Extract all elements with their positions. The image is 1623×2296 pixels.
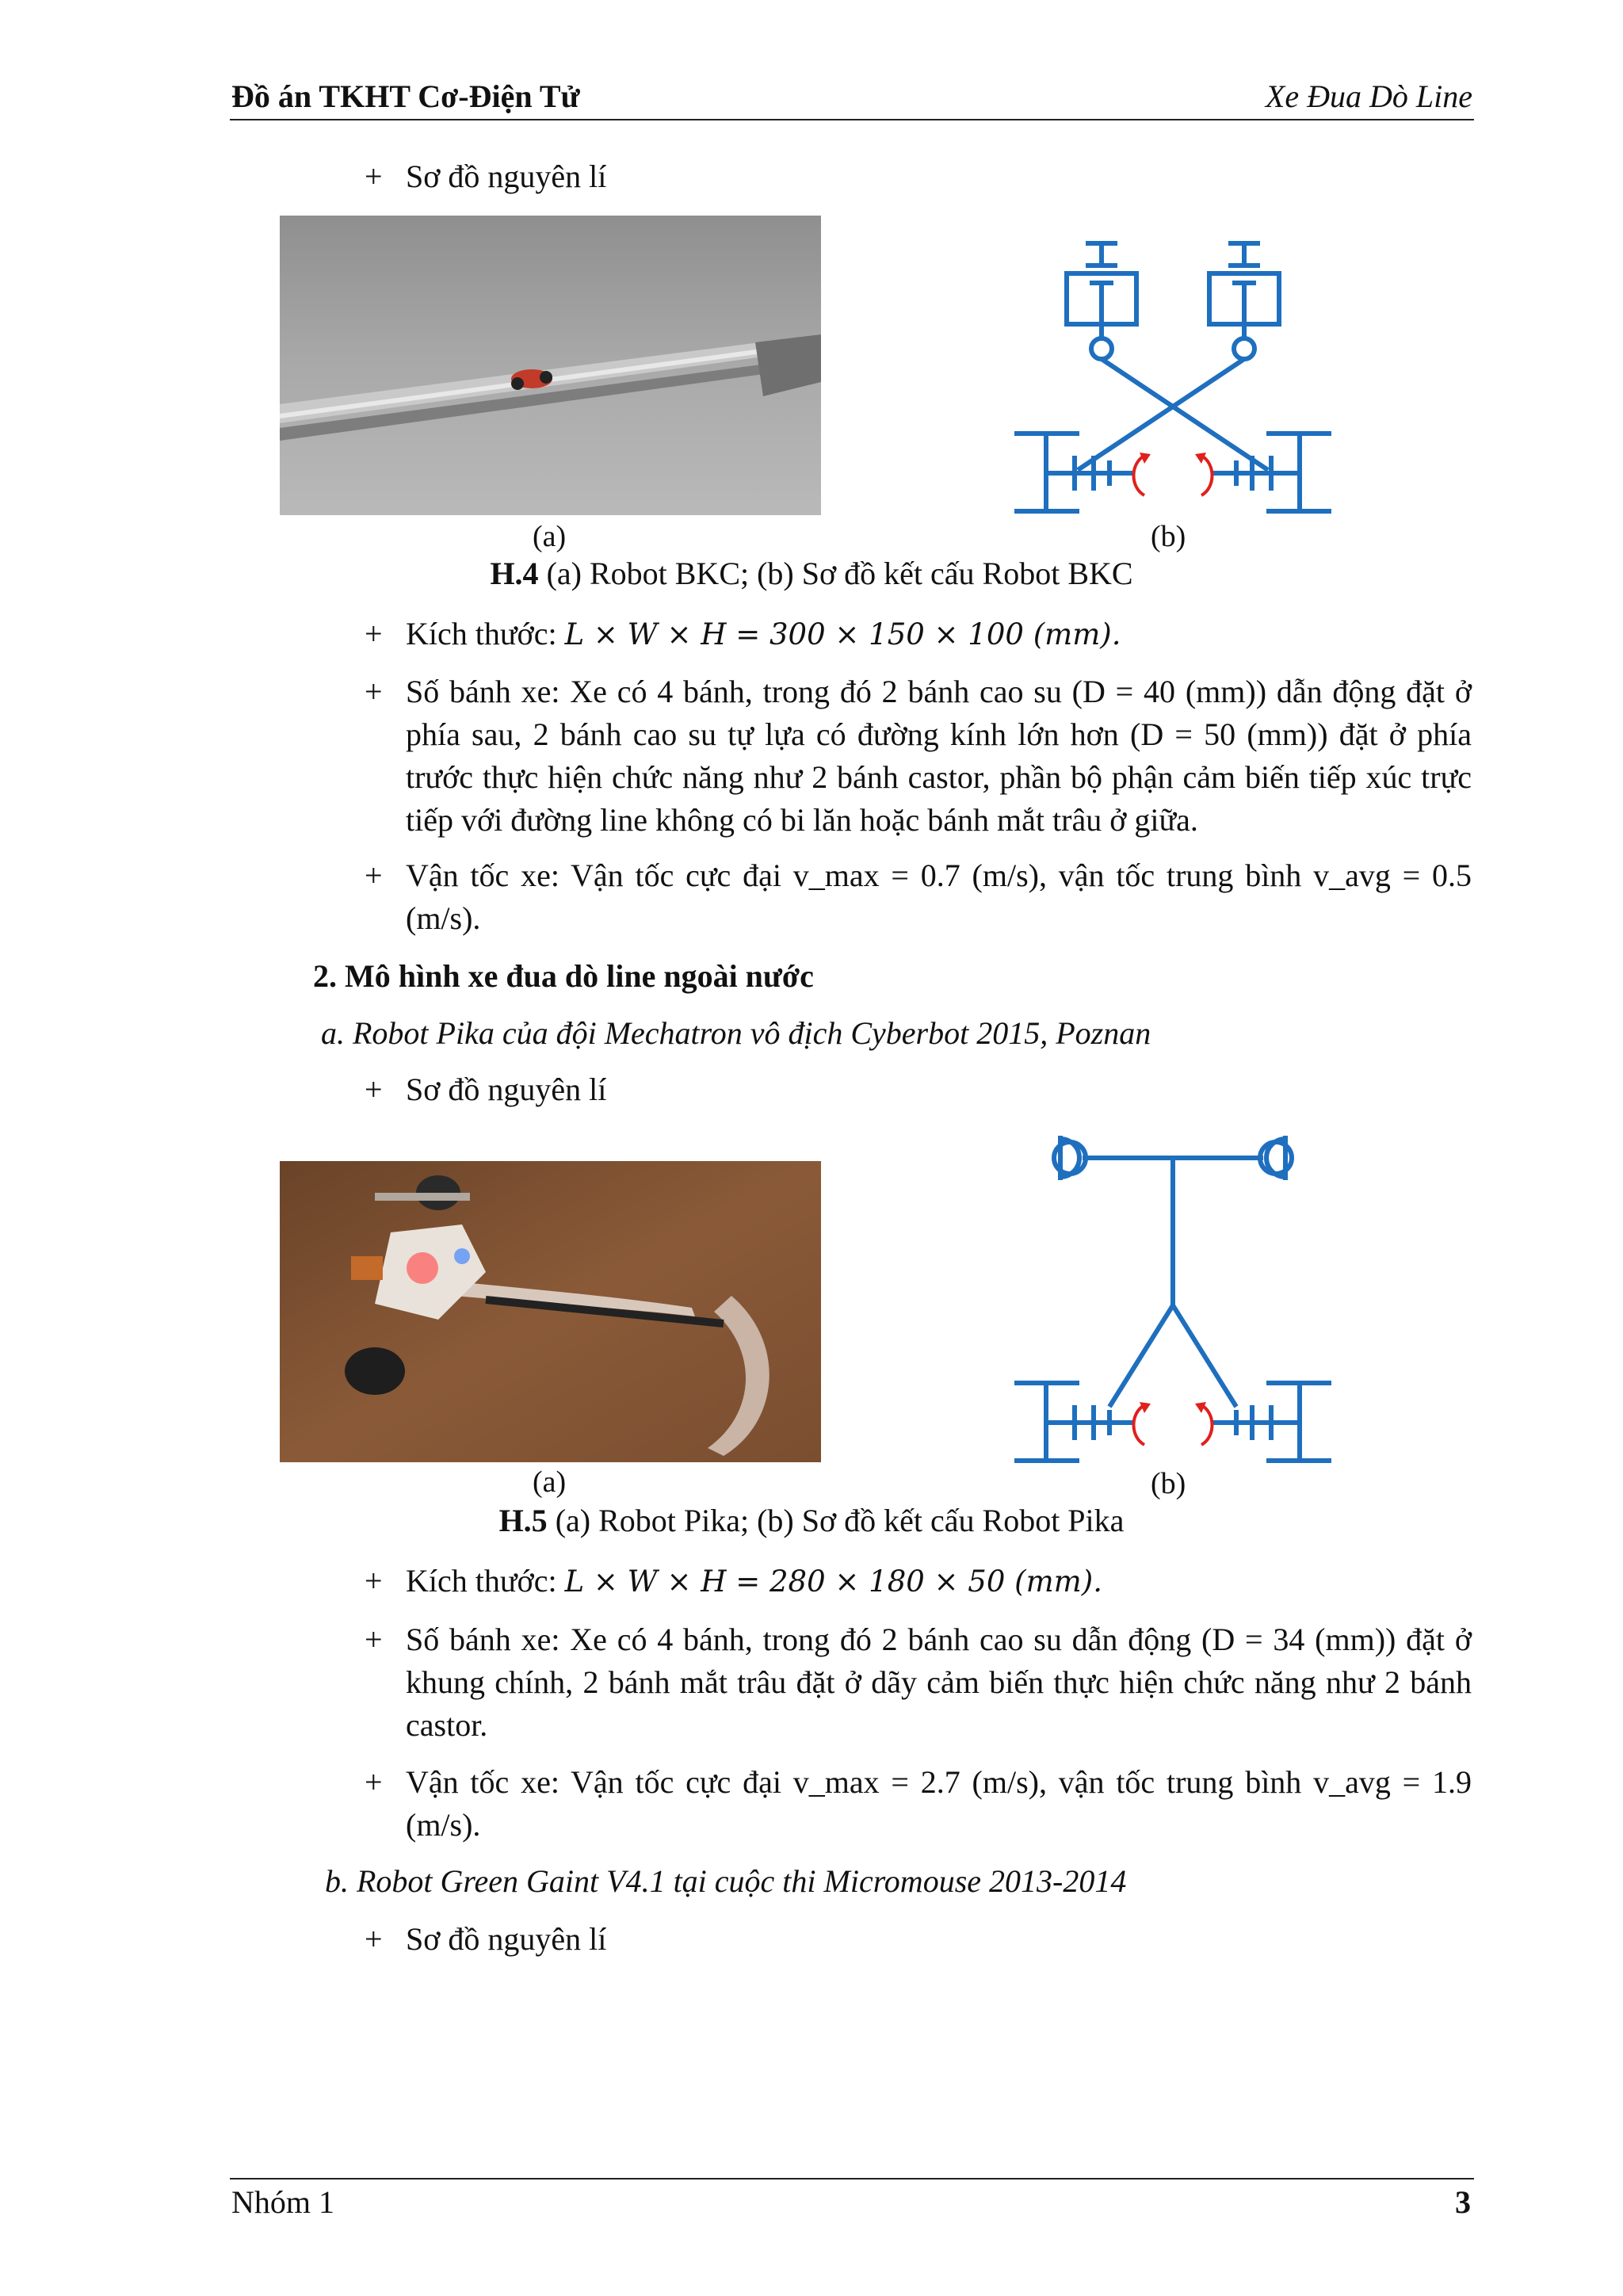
robot-bkc-structure-diagram bbox=[999, 226, 1347, 527]
fig4-label-a: (a) bbox=[533, 520, 567, 553]
header-rule bbox=[230, 119, 1474, 120]
item-a-title: a. Robot Pika của đội Mechatron vô địch Cyberbot 2015, Poznan bbox=[321, 1015, 1151, 1051]
robot-pika-structure-diagram bbox=[999, 1121, 1347, 1470]
footer-group: Nhóm 1 bbox=[231, 2184, 334, 2220]
front-bearing-left bbox=[1054, 1136, 1086, 1180]
header-subtitle: Xe Đua Dò Line bbox=[1265, 78, 1472, 114]
fig4-label-b: (b) bbox=[1151, 520, 1186, 553]
front-caster-right bbox=[1209, 243, 1279, 359]
section-2-title: 2. Mô hình xe đua dò line ngoài nước bbox=[313, 958, 814, 994]
front-bearing-right bbox=[1260, 1136, 1292, 1180]
robot-bkc-photo bbox=[280, 216, 821, 515]
fig5-label-b: (b) bbox=[1151, 1467, 1186, 1500]
header-title: Đồ án TKHT Cơ-Điện Tử bbox=[231, 78, 580, 114]
page-number: 3 bbox=[1455, 2184, 1471, 2220]
item-b-title: b. Robot Green Gaint V4.1 tại cuộc thi Micromouse 2013-2014 bbox=[325, 1863, 1127, 1899]
right-arm bbox=[1173, 1305, 1236, 1407]
front-caster-left bbox=[1067, 243, 1136, 359]
left-arm bbox=[1109, 1305, 1173, 1407]
cross-link-2 bbox=[1078, 359, 1244, 470]
fig5-label-a: (a) bbox=[533, 1465, 567, 1499]
robot-pika-photo bbox=[280, 1161, 821, 1462]
footer-rule bbox=[230, 2178, 1474, 2179]
fig4-caption: H.4 (a) Robot BKC; (b) Sơ đồ kết cấu Robot BKC bbox=[490, 556, 1133, 591]
fig5-caption: H.5 (a) Robot Pika; (b) Sơ đồ kết cấu Robot Pika bbox=[498, 1503, 1125, 1538]
cross-link-1 bbox=[1102, 359, 1268, 470]
